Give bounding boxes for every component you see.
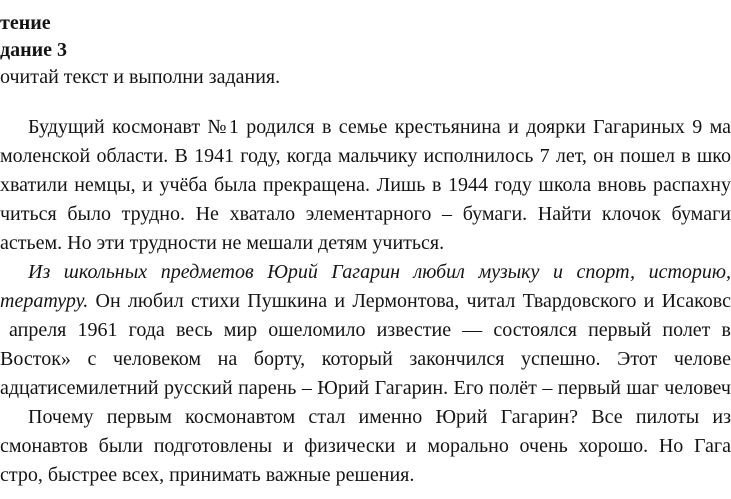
text-line-7 bbox=[0, 287, 731, 316]
section-title: тение bbox=[0, 12, 51, 34]
text-line-8: апреля 1961 года весь мир ошеломило известие — состоялся первый полет в bbox=[9, 319, 731, 341]
text-line-7-italic-fragment: тературу. bbox=[0, 290, 89, 312]
text-line-5: астьем. Но эти трудности не мешали детям учиться. bbox=[0, 232, 445, 254]
text-line-2: моленской области. В 1941 году, когда мальчику исполнилось 7 лет, он пошел в шко bbox=[0, 145, 731, 167]
text-line-4: читься было трудно. Не хватало элементарного – бумаги. Найти клочок бумаги bbox=[0, 203, 731, 225]
task-title: дание 3 bbox=[0, 39, 68, 61]
text-line-1: Будущий космонавт №1 родился в семье крестьянина и доярки Гагариных 9 ма bbox=[28, 116, 731, 138]
text-line-11: Почему первым космонавтом стал именно Юрий Гагарин? Все пилоты из bbox=[28, 406, 731, 428]
text-line-13: стро, быстрее всех, принимать важные решения. bbox=[0, 464, 415, 486]
text-line-3: хватили немцы, и учёба была прекращена. Лишь в 1944 году школа вновь распахну bbox=[0, 174, 731, 196]
text-line-10: адцатисемилетний русский парень – Юрий Гагарин. Его полёт – первый шаг человеч bbox=[0, 377, 731, 399]
text-body bbox=[0, 113, 731, 490]
text-line-6: Из школьных предметов Юрий Гагарин любил музыку и спорт, историю, bbox=[28, 261, 731, 283]
text-line-7-regular-fragment: Он любил стихи Пушкина и Лермонтова, читал Твардовского и Исаковс bbox=[95, 290, 731, 312]
instruction-line: очитай текст и выполни задания. bbox=[0, 66, 281, 88]
text-line-9: Восток» с человеком на борту, который закончился успешно. Этот челове bbox=[0, 348, 731, 370]
text-line-12: смонавтов были подготовлены и физически и морально очень хорошо. Но Гага bbox=[0, 435, 731, 457]
